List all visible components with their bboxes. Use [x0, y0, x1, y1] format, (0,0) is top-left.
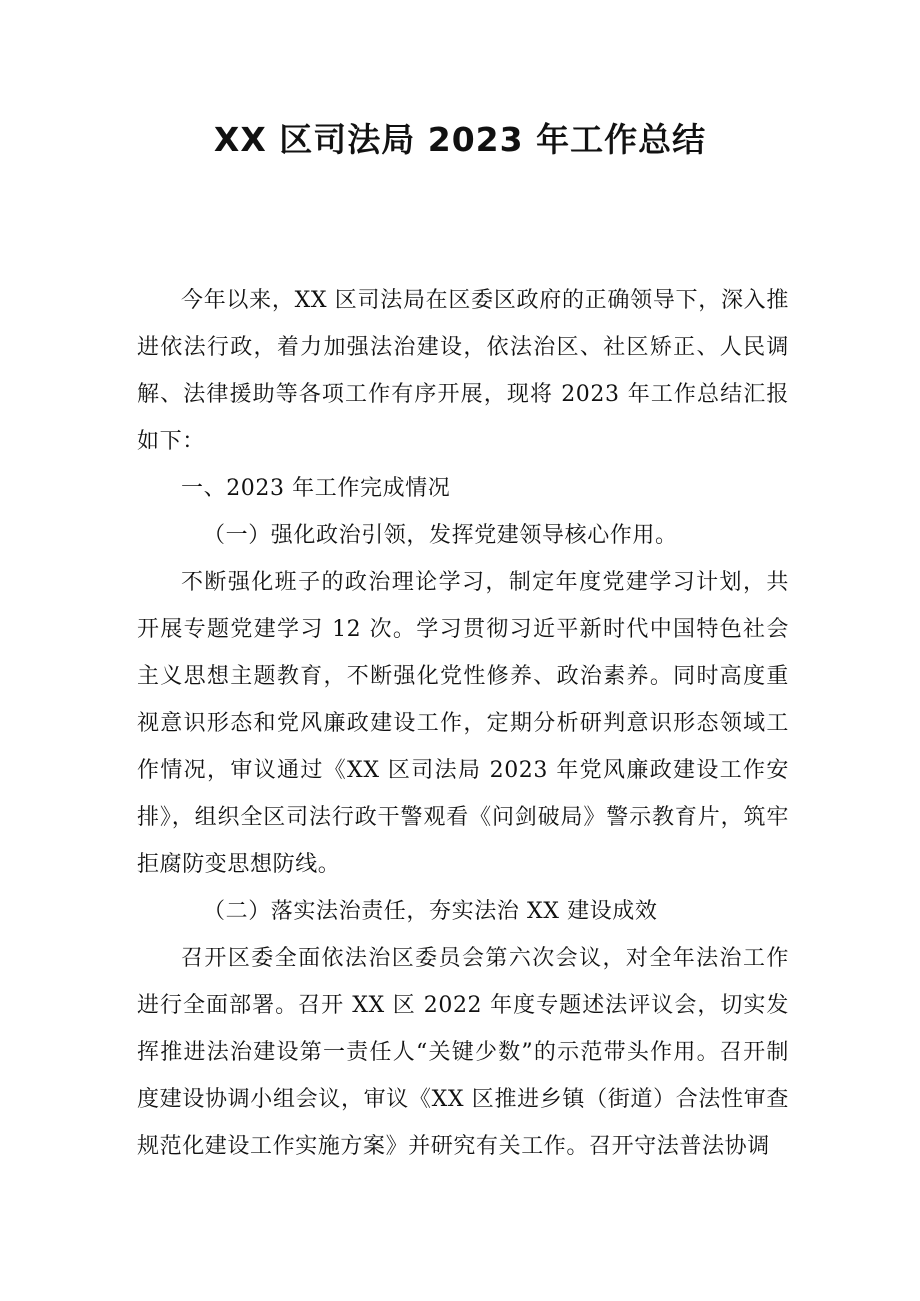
document-body [137, 277, 789, 1170]
subsection-1-paragraph: 不断强化班子的政治理论学习，制定年度党建学习计划，共开展专题党建学习 12 次。学习贯彻习近平新时代中国特色社会主义思想主题教育，不断强化党性修养、政治素养。同时高度重视意识形态和党风廉政建设工作，定期分析研判意识形态领域工作情况，审议通过《XX 区司法局 2023 年党风廉政建设工作安排》，组织全区司法行政干警观看《问剑破局》警示教育片，筑牢拒腐防变思想防线。 [137, 570, 789, 877]
document-title: XX 区司法局 2023 年工作总结 [213, 120, 707, 159]
subsection-2-paragraph: 召开区委全面依法治区委员会第六次会议，对全年法治工作进行全面部署。召开 XX 区 2022 年度专题述法评议会，切实发挥推进法治建设第一责任人“关键少数”的示范带头作用。召开制度建设协调小组会议，审议《XX 区推进乡镇（街道）合法性审查规范化建设工作实施方案》并研究有关工作。召开守法普法协调 [137, 946, 789, 1159]
subsection-heading-2: （二）落实法治责任，夯实法治 XX 建设成效 [203, 899, 658, 924]
section-heading-1: 一、2023 年工作完成情况 [181, 476, 451, 501]
intro-paragraph: 今年以来，XX 区司法局在区委区政府的正确领导下，深入推进依法行政，着力加强法治建设，依法治区、社区矫正、人民调解、法律援助等各项工作有序开展，现将 2023 年工作总结汇报如下： [137, 288, 789, 454]
subsection-heading-1: （一）强化政治引领，发挥党建领导核心作用。 [203, 523, 678, 548]
